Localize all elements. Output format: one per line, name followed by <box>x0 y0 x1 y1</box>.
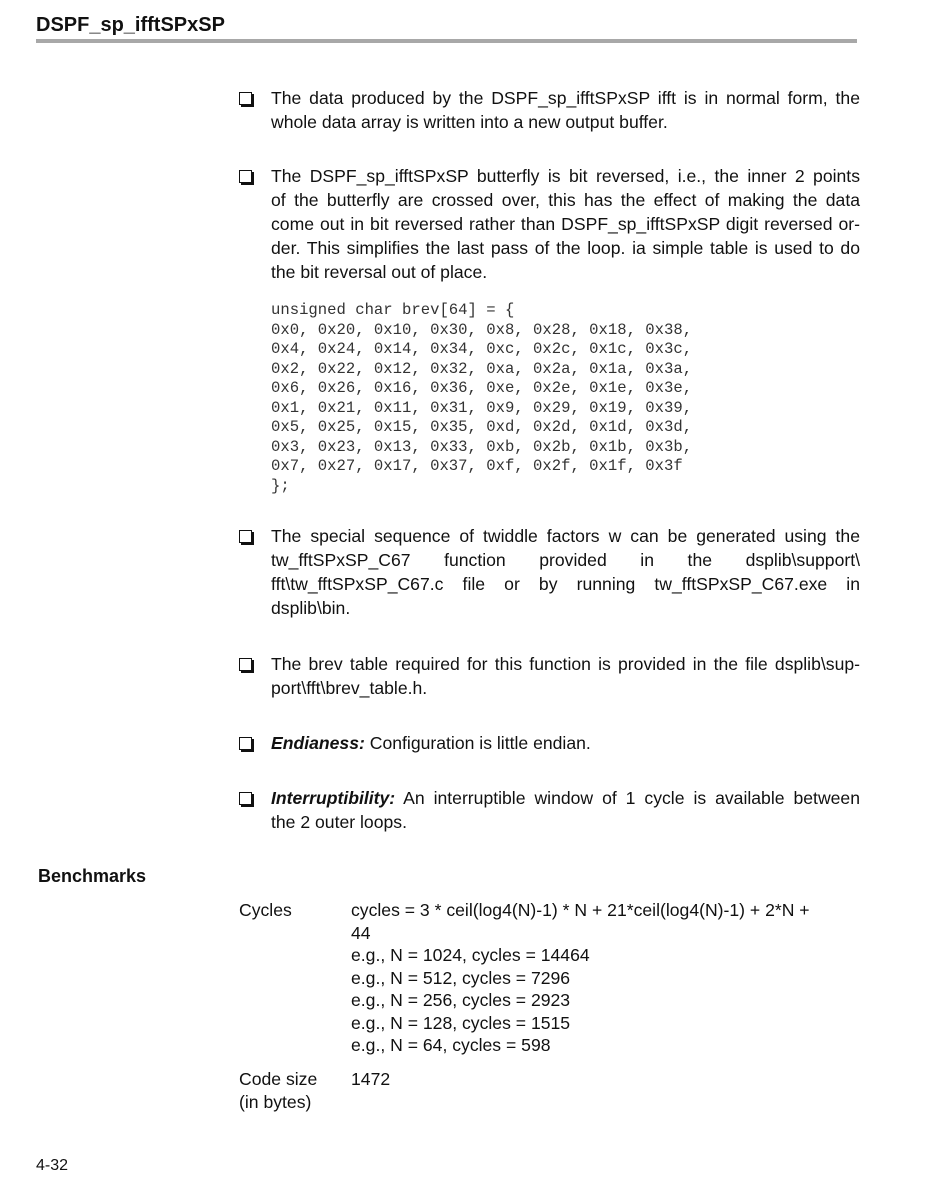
code-size-value: 1472 <box>351 1069 391 1089</box>
cycles-values <box>351 899 810 1057</box>
brev-code-listing <box>271 301 692 496</box>
note-label: Endianess: <box>271 733 365 753</box>
checkbox-bullet-icon <box>239 530 252 543</box>
note-line: come out in bit reversed rather than DSPF_sp_ifftSPxSP digit reversed or- <box>271 214 860 234</box>
code-line: 0x7, 0x27, 0x17, 0x37, 0xf, 0x2f, 0x1f, 0x3f <box>271 457 683 475</box>
page-title: DSPF_sp_ifftSPxSP <box>36 14 225 36</box>
note-line: the bit reversal out of place. <box>271 262 488 282</box>
benchmarks-heading: Benchmarks <box>38 866 147 886</box>
note-text: Configuration is little endian. <box>364 733 591 753</box>
code-size-label-line: (in bytes) <box>239 1091 312 1112</box>
note-line: der. This simplifies the last pass of the loop. ia simple table is used to do <box>271 238 860 258</box>
note-line: the 2 outer loops. <box>271 812 407 832</box>
note-line: port\fft\brev_table.h. <box>271 678 428 698</box>
checkbox-bullet-icon <box>239 170 252 183</box>
checkbox-bullet-icon <box>239 92 252 105</box>
code-line: 0x4, 0x24, 0x14, 0x34, 0xc, 0x2c, 0x1c, 0x3c, <box>271 340 693 358</box>
cycles-line: e.g., N = 256, cycles = 2923 <box>351 990 571 1010</box>
note-label: Interruptibility: <box>271 788 396 808</box>
note-line: whole data array is written into a new output buffer. <box>271 112 668 132</box>
note-line: fft\tw_fftSPxSP_C67.c file or by running tw_fftSPxSP_C67.exe in <box>271 574 860 594</box>
cycles-line: e.g., N = 64, cycles = 598 <box>351 1035 551 1055</box>
code-size-label-line: Code size <box>239 1069 318 1089</box>
code-line: 0x1, 0x21, 0x11, 0x31, 0x9, 0x29, 0x19, 0x39, <box>271 398 693 417</box>
header-divider <box>36 39 857 43</box>
code-size-label <box>239 1068 317 1113</box>
note-line: tw_fftSPxSP_C67 function provided in the dsplib\support\ <box>271 550 860 570</box>
code-line: 0x3, 0x23, 0x13, 0x33, 0xb, 0x2b, 0x1b, 0x3b, <box>271 437 693 456</box>
note-line: The data produced by the DSPF_sp_ifftSPxSP ifft is in normal form, the <box>271 88 860 108</box>
checkbox-bullet-icon <box>239 658 252 671</box>
cycles-line: e.g., N = 512, cycles = 7296 <box>351 967 571 988</box>
note-line: of the butterfly are crossed over, this has the effect of making the data <box>271 190 860 210</box>
code-line: 0x2, 0x22, 0x12, 0x32, 0xa, 0x2a, 0x1a, 0x3a, <box>271 359 693 378</box>
cycles-line: 44 <box>351 922 371 943</box>
code-line: 0x5, 0x25, 0x15, 0x35, 0xd, 0x2d, 0x1d, 0x3d, <box>271 418 693 436</box>
cycles-line: e.g., N = 1024, cycles = 14464 <box>351 945 590 965</box>
cycles-line: e.g., N = 128, cycles = 1515 <box>351 1012 571 1033</box>
note-line: The brev table required for this function is provided in the file dsplib\sup- <box>271 654 860 674</box>
cycles-label: Cycles <box>239 900 292 920</box>
checkbox-bullet-icon <box>239 792 252 805</box>
note-line: The DSPF_sp_ifftSPxSP butterfly is bit reversed, i.e., the inner 2 points <box>271 166 860 186</box>
code-line: }; <box>271 476 290 495</box>
note-text: An interruptible window of 1 cycle is available between <box>395 788 860 808</box>
cycles-line: cycles = 3 * ceil(log4(N)-1) * N + 21*ceil(log4(N)-1) + 2*N + <box>351 900 810 920</box>
note-line: dsplib\bin. <box>271 598 351 618</box>
checkbox-bullet-icon <box>239 737 252 750</box>
code-line: 0x0, 0x20, 0x10, 0x30, 0x8, 0x28, 0x18, 0x38, <box>271 320 693 339</box>
code-line: unsigned char brev[64] = { <box>271 301 515 319</box>
note-line: The special sequence of twiddle factors w can be generated using the <box>271 526 860 546</box>
page-number: 4-32 <box>36 1157 69 1174</box>
code-line: 0x6, 0x26, 0x16, 0x36, 0xe, 0x2e, 0x1e, 0x3e, <box>271 379 693 397</box>
